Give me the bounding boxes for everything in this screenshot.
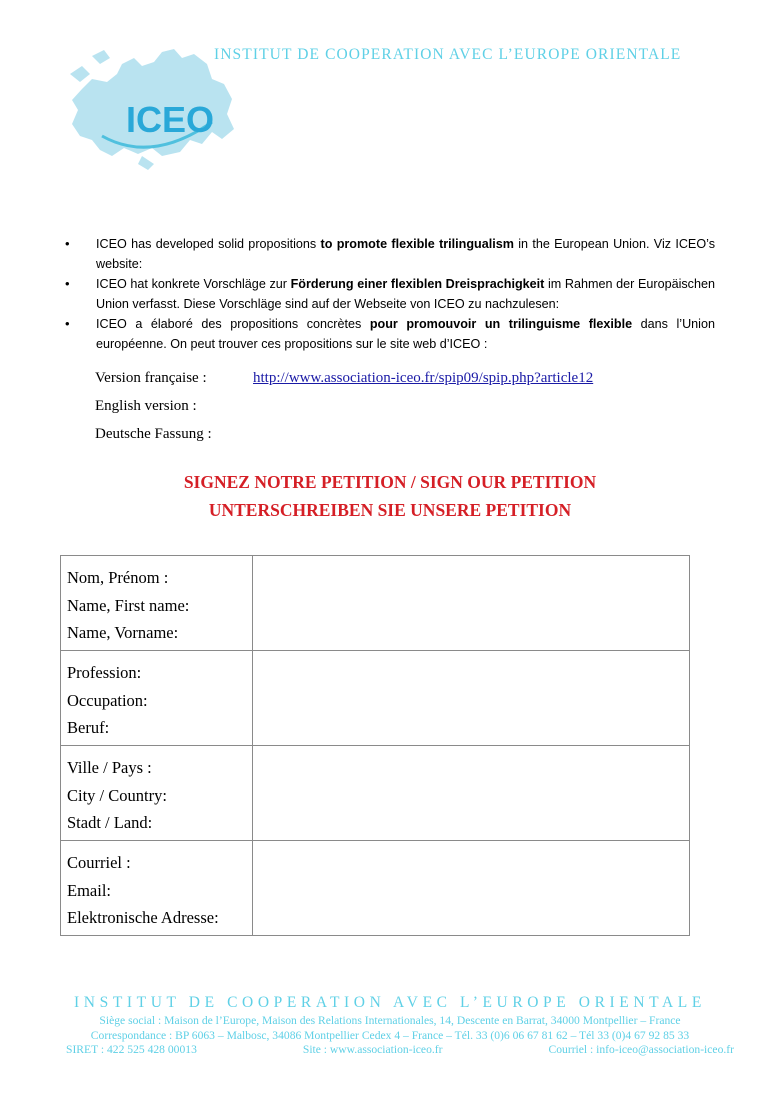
link-label: Deutsche Fassung : — [95, 426, 212, 442]
bullet-text: ICEO a élaboré des propositions concrètes — [96, 317, 370, 331]
french-version-link[interactable]: http://www.association-iceo.fr/spip09/spip.php?article12 — [253, 370, 594, 386]
petition-heading-1: SIGNEZ NOTRE PETITION / SIGN OUR PETITION — [183, 472, 597, 492]
form-row-name — [61, 556, 690, 651]
footer-contact-row — [66, 1043, 734, 1056]
form-row-profession — [61, 651, 690, 746]
petition-heading-2: UNTERSCHREIBEN SIE UNSERE PETITION — [208, 500, 572, 520]
footer-email-link[interactable]: Courriel : info-iceo@association-iceo.fr — [548, 1043, 734, 1056]
petition-form — [60, 555, 690, 936]
link-label: Version française : — [95, 370, 207, 386]
footer-correspondence: Correspondance : BP 6063 – Malbosc, 34086 Montpellier Cedex 4 – France – Tél. 33 (0)6 06 67 81 62 – Tél 33 (0)4 67 92 85 33 — [90, 1029, 690, 1042]
bullet-item — [63, 314, 715, 354]
bullet-bold-text: to promote flexible trilingualism — [320, 237, 514, 251]
bullet-text: ICEO hat konkrete Vorschläge zur — [96, 277, 291, 291]
label-fr: Profession: — [67, 663, 142, 682]
logo-text: ICEO — [126, 99, 215, 140]
profession-field[interactable] — [253, 651, 690, 746]
version-links — [95, 364, 593, 448]
form-label — [61, 556, 253, 651]
link-row-german — [95, 420, 593, 448]
label-en: Email: — [67, 880, 111, 900]
bullet-text: in the European Union. Viz ICEO’s website: — [96, 237, 715, 271]
label-de: Name, Vorname: — [67, 623, 179, 642]
bullet-dot-icon: • — [65, 236, 70, 251]
bullet-bold-text: pour promouvoir un trilinguisme flexible — [369, 317, 633, 331]
form-label — [61, 841, 253, 936]
footer-address: Siège social : Maison de l’Europe, Maison des Relations Internationales, 14, Descente en Barrat, 34000 Montpellier – France — [99, 1014, 681, 1027]
bullet-text: im Rahmen der Europäischen Union verfasst. Diese Vorschläge sind auf der Webseite von ICEO zu nachzulesen: — [96, 277, 715, 311]
form-row-email — [61, 841, 690, 936]
label-fr: Nom, Prénom : — [67, 568, 169, 587]
bullet-text: ICEO has developed solid propositions — [96, 237, 321, 251]
footer-title: INSTITUT DE COOPERATION AVEC L’EUROPE ORIENTALE — [74, 994, 706, 1011]
bullet-bold-text: Förderung einer flexiblen Dreisprachigkeit — [290, 277, 545, 291]
label-fr: Ville / Pays : — [67, 758, 152, 777]
footer-siret: SIRET : 422 525 428 00013 — [66, 1043, 197, 1056]
label-en: Occupation: — [67, 690, 148, 710]
form-label — [61, 651, 253, 746]
bullet-item — [63, 274, 715, 314]
header-title: INSTITUT DE COOPERATION AVEC L’EUROPE ORIENTALE — [214, 46, 682, 63]
name-field[interactable] — [253, 556, 690, 651]
link-row-english — [95, 392, 593, 420]
form-label — [61, 746, 253, 841]
footer-site-link[interactable]: Site : www.association-iceo.fr — [302, 1043, 443, 1056]
bullet-list — [63, 234, 715, 354]
bullet-dot-icon: • — [65, 316, 70, 331]
label-de: Beruf: — [67, 718, 110, 737]
bullet-dot-icon: • — [65, 276, 70, 291]
form-row-city — [61, 746, 690, 841]
label-de: Stadt / Land: — [67, 813, 153, 832]
iceo-logo — [62, 44, 242, 174]
link-row-french — [95, 364, 593, 392]
city-country-field[interactable] — [253, 746, 690, 841]
link-label: English version : — [95, 398, 197, 414]
label-en: City / Country: — [67, 785, 167, 805]
label-en: Name, First name: — [67, 595, 190, 615]
bullet-item — [63, 234, 715, 274]
email-field[interactable] — [253, 841, 690, 936]
bullet-text: dans l’Union européenne. On peut trouver ces propositions sur le site web d’ICEO : — [96, 317, 715, 351]
label-de: Elektronische Adresse: — [67, 908, 219, 927]
label-fr: Courriel : — [67, 853, 131, 872]
